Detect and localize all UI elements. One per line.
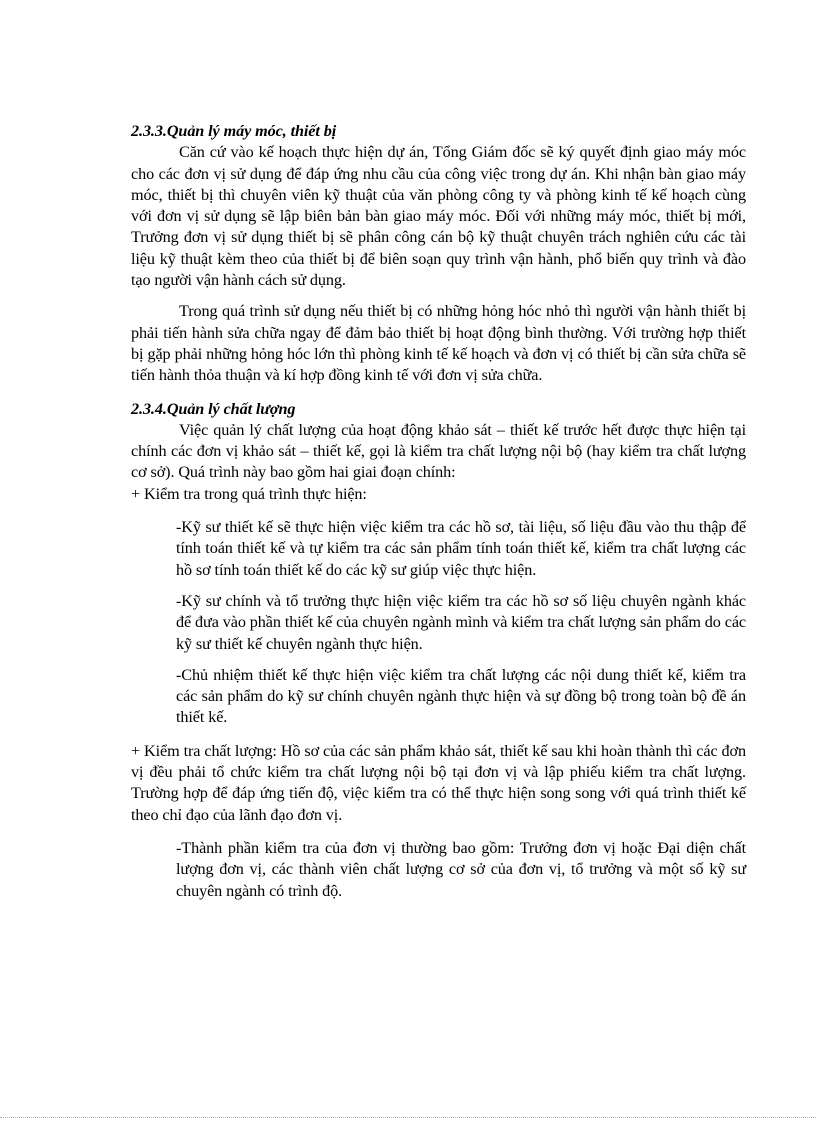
paragraph-quality-intro: Việc quản lý chất lượng của hoạt động khảo sát – thiết kế trước hết được thực hiện tại chính các đơn vị khảo sát – thiết kế, gọi là kiểm tra chất lượng nội bộ (hay kiểm tra chất lượng cơ sở). Quá trình này bao gồm hai giai đoạn chính:: [131, 420, 746, 482]
plus-item-during-execution: + Kiểm tra trong quá trình thực hiện:: [131, 484, 367, 503]
sub-item-design-engineer: -Kỹ sư thiết kế sẽ thực hiện việc kiểm tra các hồ sơ, tài liệu, số liệu đầu vào thu thập để tính toán thiết kế và tự kiểm tra các sản phẩm tính toán thiết kế, kiểm tra chất lượng các hồ sơ tính toán thiết kế do các kỹ sư giúp việc thực hiện.: [176, 518, 746, 579]
paragraph-equipment-handover: Căn cứ vào kế hoạch thực hiện dự án, Tổng Giám đốc sẽ ký quyết định giao máy móc cho các đơn vị sử dụng để đáp ứng nhu cầu của công việc trong dự án. Khi nhận bàn giao máy móc, thiết bị thì chuyên viên kỹ thuật của văn phòng công ty và phòng kinh tế kế hoạch cùng với đơn vị sử dụng sẽ lập biên bản bàn giao máy móc. Đối với những máy móc, thiết bị mới, Trưởng đơn vị sử dụng thiết bị sẽ phân công cán bộ kỹ thuật chuyên trách nghiên cứu các tài liệu kỹ thuật kèm theo của thiết bị để biên soạn quy trình vận hành, phổ biến quy trình và đào tạo người vận hành cách sử dụng.: [131, 143, 746, 290]
plus-item-quality-check: + Kiểm tra chất lượng: Hồ sơ của các sản phẩm khảo sát, thiết kế sau khi hoàn thành thì các đơn vị đều phải tổ chức kiểm tra chất lượng nội bộ tại đơn vị và lập phiếu kiểm tra chất lượng. Trường hợp để đáp ứng tiến độ, việc kiểm tra có thể thực hiện song song với quá trình thiết kế theo chỉ đạo của lãnh đạo đơn vị.: [131, 741, 746, 824]
paragraph-equipment-repair: Trong quá trình sử dụng nếu thiết bị có những hỏng hóc nhỏ thì người vận hành thiết bị phải tiến hành sửa chữa ngay để đảm bảo thiết bị hoạt động bình thường. Với trường hợp thiết bị gặp phải những hỏng hóc lớn thì phòng kinh tế kế hoạch và đơn vị có thiết bị cần sửa chữa sẽ tiến hành thỏa thuận và kí hợp đồng kinh tế với đơn vị sửa chữa.: [131, 302, 746, 385]
sub-item-chief-engineer: -Kỹ sư chính và tổ trưởng thực hiện việc kiểm tra các hồ sơ số liệu chuyên ngành khác để đưa vào phần thiết kế của chuyên ngành mình và kiểm tra chất lượng sản phẩm do các kỹ sư thiết kế chuyên ngành thực hiện.: [176, 591, 746, 653]
document-body: [131, 121, 746, 902]
sub-item-design-manager: -Chủ nhiệm thiết kế thực hiện việc kiểm tra chất lượng các nội dung thiết kế, kiểm tra các sản phẩm do kỹ sư chính chuyên ngành thực hiện và sự đồng bộ trong toàn bộ đề án thiết kế.: [176, 665, 746, 727]
section-heading-2-3-4: 2.3.4.Quản lý chất lượng: [131, 399, 296, 418]
page-bottom-divider: [0, 1117, 816, 1118]
section-heading-2-3-3: 2.3.3.Quản lý máy móc, thiết bị: [131, 122, 337, 140]
sub-item-inspection-members: -Thành phần kiểm tra của đơn vị thường bao gồm: Trưởng đơn vị hoặc Đại diện chất lượng đơn vị, các thành viên chất lượng cơ sở của đơn vị, tổ trưởng và một số kỹ sư chuyên ngành có trình độ.: [176, 838, 746, 900]
